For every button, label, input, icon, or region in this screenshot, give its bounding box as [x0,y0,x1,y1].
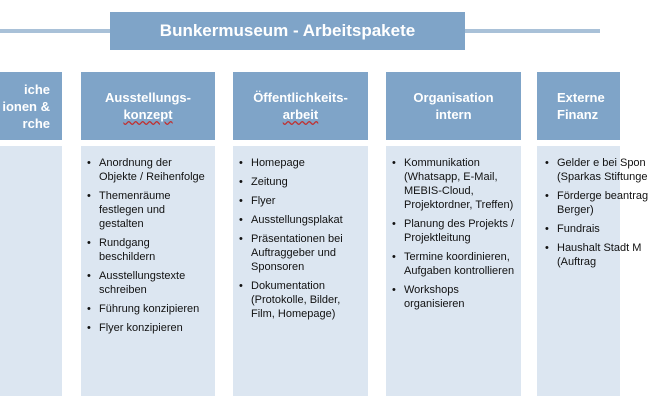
col-body-research [0,146,62,396]
list-item: • Anordnung der Objekte / Reihenfolge [87,156,209,184]
col-head-exhibition-concept [81,72,215,140]
col-body-internal-organisation [386,146,521,396]
list-item: • Flyer [239,194,362,208]
list-item [0,173,54,187]
col-head-internal-organisation [386,72,521,140]
list-item: • Flyer konzipieren [87,321,209,335]
list-item: • Ausstellungstexte schreiben [87,269,209,297]
list-item: • Rundgang beschildern [87,236,209,264]
col-head-research-line-2: ionen & [2,98,50,114]
list-item [0,306,54,320]
col-head-research [0,72,62,140]
list-item: • Führung konzipieren [87,302,209,316]
list-item [0,249,54,263]
list-item: • Kommunikation (Whatsapp, E-Mail, MEBIS-Cloud, Projektordner, Treffen) [392,156,515,212]
list-item [0,192,54,206]
pr-list [239,156,362,321]
exhibition-list [87,156,209,335]
list-item: • Fundrais [545,222,665,236]
diagram-title: Bunkermuseum - Arbeitspakete [110,12,465,50]
list-item [0,211,54,225]
list-item: • Termine koordinieren, Aufgaben kontrollieren [392,250,515,278]
col-head-org-line-1: Organisation [413,90,494,105]
col-head-public-relations [233,72,368,140]
list-item: • Ausstellungsplakat [239,213,362,227]
col-head-pr-line-1: Öffentlichkeits- [253,90,348,105]
list-item [0,287,54,301]
finance-list [545,156,665,274]
list-item [0,325,54,339]
list-item: • Haushalt Stadt M (Auftrag [545,241,665,269]
list-item: • Förderge beantrag Berger) [545,189,665,217]
list-item: • Workshops organisieren [392,283,515,311]
list-item: • Zeitung [239,175,362,189]
list-item [0,154,54,168]
research-list [0,154,54,363]
list-item: • Planung des Projekts / Projektleitung [392,217,515,245]
col-head-research-line-3: rche [22,115,50,131]
list-item: • Homepage [239,156,362,170]
org-list [392,156,515,311]
list-item [0,344,54,358]
col-head-pr-line-2: arbeit [282,107,319,122]
col-head-org-line-2: intern [435,107,472,122]
col-body-exhibition-concept [81,146,215,396]
list-item: • Themenräume festlegen und gestalten [87,189,209,231]
col-body-external-finance [537,146,649,396]
col-head-finance-line-1: Externe [557,90,605,105]
col-head-exhibition-line-1: Ausstellungs- [105,90,191,105]
col-head-external-finance [537,72,620,140]
col-head-finance-line-2: Finanz [557,107,599,122]
list-item: • Dokumentation (Protokolle, Bilder, Film, Homepage) [239,279,362,321]
col-head-research-line-1: iche [23,81,50,97]
list-item: • Präsentationen bei Auftraggeber und Sponsoren [239,232,362,274]
col-head-exhibition-line-2: konzept [123,107,173,122]
list-item: • Gelder e bei Spon (Sparkas Stiftunge [545,156,665,184]
col-body-public-relations [233,146,368,396]
list-item [0,268,54,282]
list-item [0,230,54,244]
